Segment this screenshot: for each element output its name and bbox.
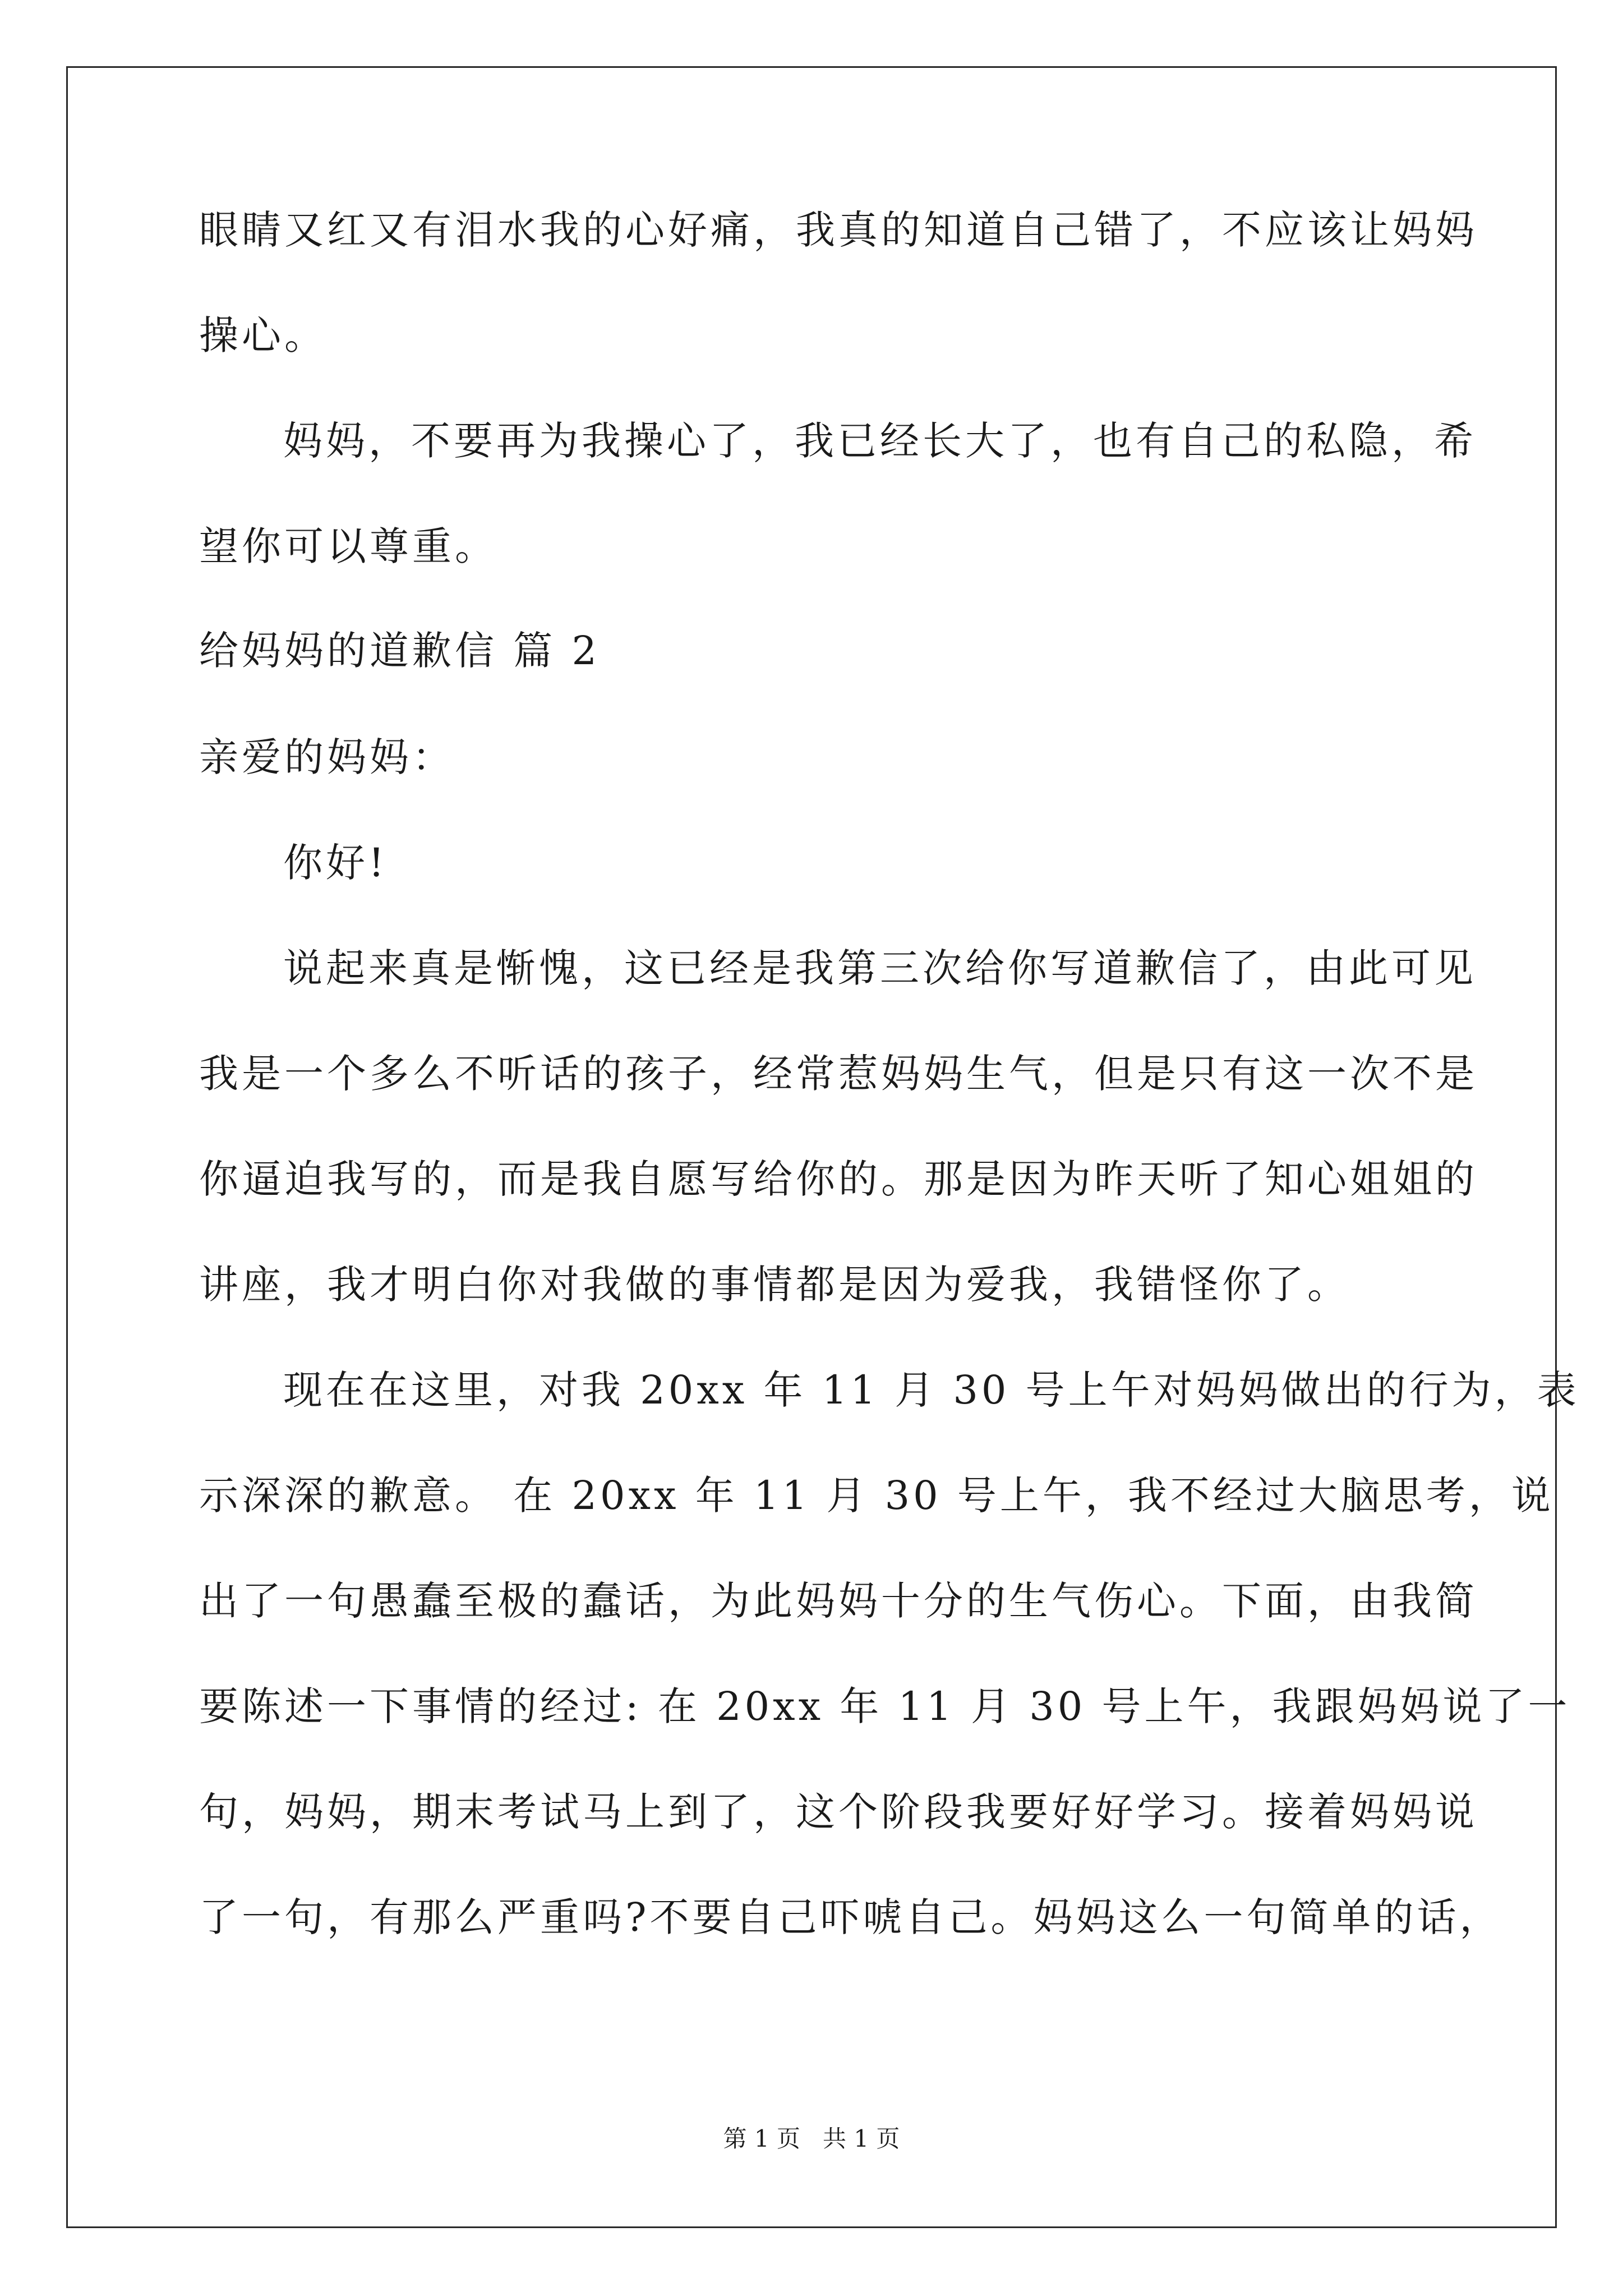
section-heading: 给妈妈的道歉信 篇 2 — [199, 628, 601, 674]
greeting: 你好! — [283, 840, 388, 886]
text-line: 眼睛又红又有泪水我的心好痛，我真的知道自己错了，不应该让妈妈 — [199, 207, 1478, 253]
text-line: 了一句，有那么严重吗?不要自己吓唬自己。妈妈这么一句简单的话， — [199, 1894, 1502, 1940]
text-line: 说起来真是惭愧，这已经是我第三次给你写道歉信了，由此可见 — [283, 945, 1477, 991]
text-line: 我是一个多么不听话的孩子，经常惹妈妈生气，但是只有这一次不是 — [199, 1051, 1478, 1097]
text-line: 示深深的歉意。 在 20xx 年 11 月 30 号上午，我不经过大脑思考，说 — [199, 1473, 1554, 1519]
text-line: 妈妈，不要再为我操心了，我已经长大了，也有自己的私隐，希 — [283, 418, 1477, 464]
text-line: 望你可以尊重。 — [199, 523, 497, 569]
text-line: 你逼迫我写的，而是我自愿写给你的。那是因为昨天听了知心姐姐的 — [199, 1156, 1478, 1202]
text-line: 现在在这里，对我 20xx 年 11 月 30 号上午对妈妈做出的行为，表 — [283, 1367, 1580, 1413]
text-line: 出了一句愚蠢至极的蠢话，为此妈妈十分的生气伤心。下面，由我简 — [199, 1578, 1478, 1624]
salutation: 亲爱的妈妈： — [199, 734, 455, 780]
text-line: 句，妈妈，期末考试马上到了，这个阶段我要好好学习。接着妈妈说 — [199, 1789, 1478, 1835]
text-line: 操心。 — [199, 312, 327, 358]
page-total: 共 1 页 — [823, 2125, 900, 2152]
page-number: 第 1 页 — [723, 2125, 800, 2152]
page-footer — [0, 2122, 1623, 2156]
text-line: 要陈述一下事情的经过: 在 20xx 年 11 月 30 号上午，我跟妈妈说了一 — [199, 1683, 1571, 1729]
text-line: 讲座，我才明白你对我做的事情都是因为爱我，我错怪你了。 — [199, 1262, 1350, 1308]
